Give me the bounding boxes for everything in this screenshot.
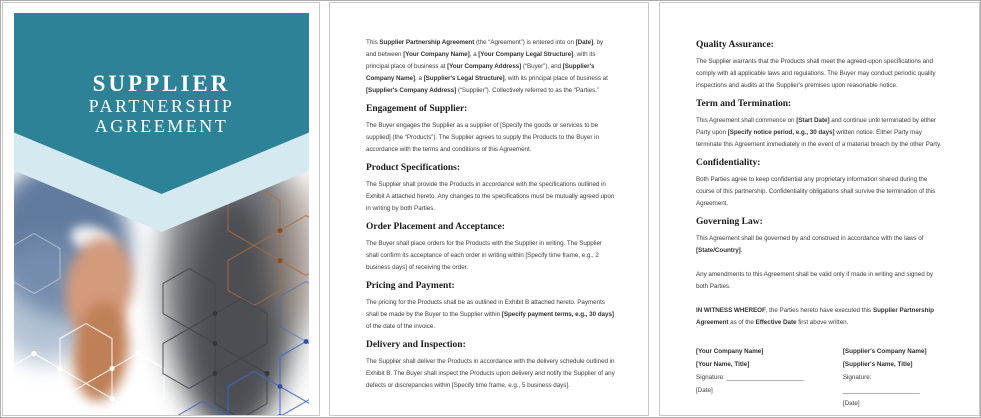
- buyer-date: [Date]: [696, 387, 713, 394]
- paragraph-confidentiality: Both Parties agree to keep confidential any proprietary information shared during the course of this partnership. Confidentiality obligations shall survive the termination of this Agreement.: [696, 176, 936, 207]
- page2-content: [330, 3, 648, 415]
- contract-page-1: [329, 2, 649, 416]
- heading-pricing-and-payment: Pricing and Payment:: [366, 281, 455, 291]
- supplier-company-name: [Supplier's Company Name]: [842, 348, 927, 355]
- supplier-name-title: [Supplier's Name, Title]: [842, 361, 913, 368]
- page3-content: [660, 3, 979, 415]
- cover-title-line1: SUPPLIER: [92, 71, 231, 96]
- heading-term-and-termination: Term and Termination:: [696, 99, 792, 109]
- paragraph-order-placement: The Buyer shall place orders for the Products with the Supplier in writing. The Supplier shall confirm its acceptance of each order in writing within [Specify time frame, e.g., 2 business days] of receiving the order.: [366, 240, 602, 271]
- signature-column-supplier: [843, 345, 946, 410]
- cover-title-line2: PARTNERSHIP: [88, 96, 235, 116]
- heading-confidentiality: Confidentiality:: [696, 158, 761, 168]
- signature-column-buyer: [696, 345, 843, 410]
- heading-engagement-of-supplier: Engagement of Supplier:: [366, 104, 468, 114]
- contract-page-2: [659, 2, 980, 416]
- heading-quality-assurance: Quality Assurance:: [696, 40, 774, 50]
- cover-page: [2, 2, 320, 416]
- heading-delivery-and-inspection: Delivery and Inspection:: [366, 340, 466, 350]
- paragraph-product-specifications: The Supplier shall provide the Products in accordance with the specifications outlined in Exhibit A attached hereto. Any changes to the specifications must be mutually agreed upon in writing by both Parties.: [366, 181, 615, 212]
- buyer-signature-line: Signature: ______________________: [696, 374, 804, 381]
- cover-title-line3: AGREEMENT: [94, 116, 229, 136]
- paragraph-delivery-and-inspection: The Supplier shall deliver the Products in accordance with the delivery schedule outlined in Exhibit B. The Buyer shall inspect the Products upon delivery and notify the Supplier of any defects or discrepancies within [Specify time frame, e.g., 5 business days].: [366, 358, 615, 389]
- heading-governing-law: Governing Law:: [696, 217, 763, 227]
- paragraph-pricing-and-payment: The pricing for the Products shall be as outlined in Exhibit B attached hereto. Payments shall be made by the Buyer to the Supplier within [Specify payment terms, e.g., 30 days] of the date of the invoice.: [366, 299, 614, 330]
- paragraph-quality-assurance: The Supplier warrants that the Products shall meet the agreed-upon specifications and comply with all applicable laws and regulations. The Buyer may conduct periodic quality inspections and audits at the Supplier's premises upon reasonable notice.: [696, 58, 936, 89]
- buyer-company-name: [Your Company Name]: [696, 348, 764, 355]
- cover-title: [14, 71, 309, 136]
- supplier-date: [Date]: [842, 400, 860, 407]
- supplier-signature-line: Signature: ______________________: [842, 374, 920, 394]
- paragraph-witness: IN WITNESS WHEREOF, the Parties hereto have executed this Supplier Partnership Agreement as of the Effective Date first above written.: [696, 307, 934, 326]
- signature-block: [696, 345, 946, 410]
- paragraph-term-and-termination: This Agreement shall commence on [Start Date] and continue until terminated by either Party upon [Specify notice period, e.g., 30 days] written notice. Either Party may terminate this Agreement immediately in the event of a material breach by the other Party.: [696, 117, 942, 148]
- paragraph-amendments: Any amendments to this Agreement shall be valid only if made in writing and signed by both Parties.: [696, 271, 933, 290]
- heading-product-specifications: Product Specifications:: [366, 163, 461, 173]
- heading-order-placement: Order Placement and Acceptance:: [366, 222, 505, 232]
- intro-paragraph: This Supplier Partnership Agreement (the “Agreement”) is entered into on [Date], by and between [Your Company Name], a [Your Company Legal Structure], with its principal place of business at [Your Company Address] (“Buyer”), and [Supplier's Company Name], a [Supplier's Legal Structure], with its principal place of business at [Supplier's Company Address] (“Supplier”). Collectively referred to as the “Parties.”: [366, 39, 608, 94]
- paragraph-governing-law: This Agreement shall be governed by and construed in accordance with the laws of [State/Country].: [696, 235, 924, 254]
- paragraph-engagement-of-supplier: The Buyer engages the Supplier as a supplier of [Specify the goods or services to be supplied] (the “Products”). The Supplier agrees to supply the Products to the Buyer in accordance with the terms and conditions of this Agreement.: [366, 122, 599, 153]
- buyer-name-title: [Your Name, Title]: [696, 361, 750, 368]
